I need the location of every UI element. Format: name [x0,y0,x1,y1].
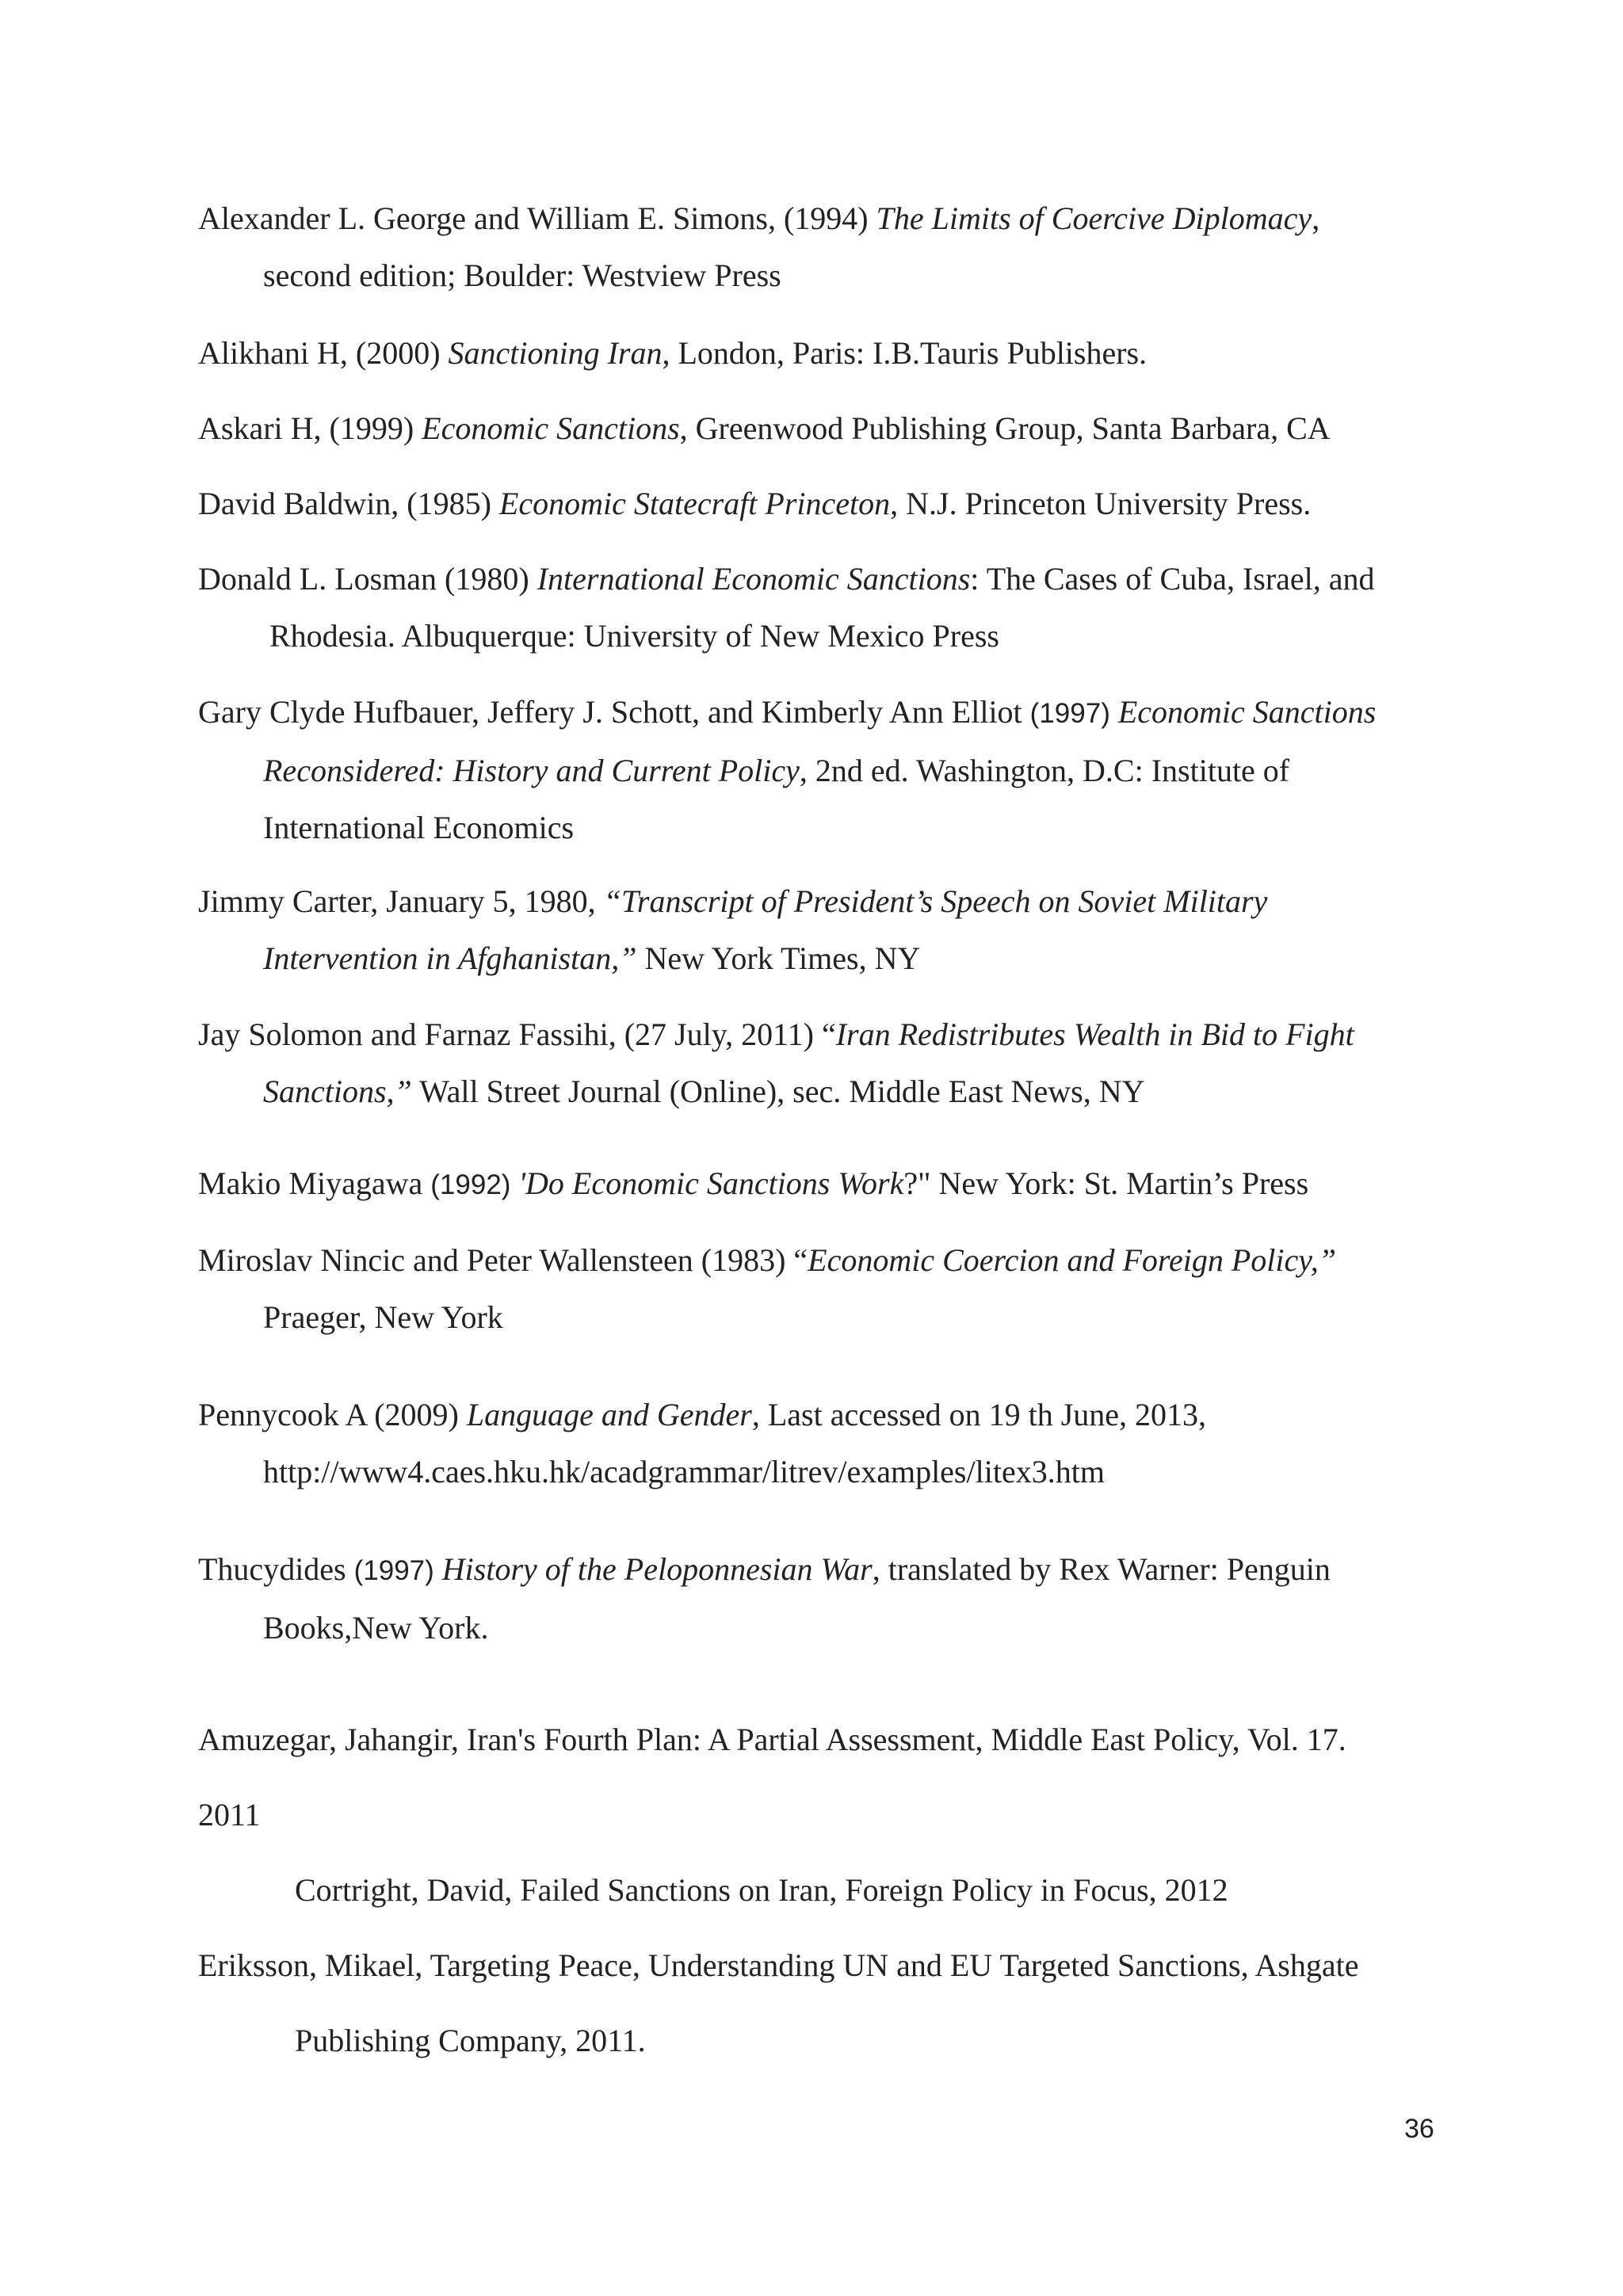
reference-url: http://www4.caes.hku.hk/acadgrammar/litrev/examples/litex3.htm [263,1454,1105,1489]
reference-baldwin: David Baldwin, (1985) Economic Statecraft Princeton, N.J. Princeton University Press. [198,486,1312,521]
reference-title: Economic Sanctions [1109,694,1377,730]
reference-amuzegar: Amuzegar, Jahangir, Iran's Fourth Plan: A Partial Assessment, Middle East Policy, Vol. 17. [198,1722,1346,1757]
reference-title: Economic Statecraft Princeton [498,486,891,521]
page-number: 36 [1404,2114,1434,2144]
reference-title: International Economic Sanctions [537,561,971,597]
reference-alikhani: Alikhani H, (2000) Sanctioning Iran, London, Paris: I.B.Tauris Publishers. [198,335,1148,371]
reference-carter: Jimmy Carter, January 5, 1980, “Transcript of President’s Speech on Soviet Military Intervention in Afghanistan,” New York Times, NY [198,883,1268,976]
reference-askari: Askari H, (1999) Economic Sanctions, Greenwood Publishing Group, Santa Barbara, CA [198,410,1331,446]
reference-nincic: Miroslav Nincic and Peter Wallensteen (1983) “Economic Coercion and Foreign Policy,” Praeger, New York [198,1242,1337,1335]
reference-title: History of the Peloponnesian War [433,1551,873,1587]
reference-thucydides: Thucydides (1997) History of the Peloponnesian War, translated by Rex Warner: Penguin Books,New York. [198,1551,1331,1646]
reference-title: “Transcript of President’s Speech on Soviet Military [603,883,1268,919]
reference-eriksson-cont: Publishing Company, 2011. [295,2023,646,2058]
reference-hufbauer: Gary Clyde Hufbauer, Jeffery J. Schott, and Kimberly Ann Elliot (1997) Economic Sanctions Reconsidered: History and Current Policy, 2nd ed. Washington, D.C: Institute of International Economics [198,694,1377,845]
reference-george: Alexander L. George and William E. Simons, (1994) The Limits of Coercive Diplomacy, second edition; Boulder: Westview Press [198,200,1320,293]
reference-amuzegar-year: 2011 [198,1797,261,1833]
reference-losman: Donald L. Losman (1980) International Economic Sanctions: The Cases of Cuba, Israel, and Rhodesia. Albuquerque: University of New Mexico Press [198,561,1375,654]
reference-title: 'Do Economic Sanctions Work [510,1165,904,1201]
reference-solomon: Jay Solomon and Farnaz Fassihi, (27 July, 2011) “Iran Redistributes Wealth in Bid to Fight Sanctions,” Wall Street Journal (Online), sec. Middle East News, NY [198,1016,1354,1109]
reference-title-cont: Intervention in Afghanistan,” [263,940,637,976]
reference-title: Economic Coercion and Foreign Policy,” [808,1242,1337,1278]
reference-title-cont: Reconsidered: History and Current Policy [263,753,800,788]
reference-title-cont: Sanctions,” [263,1074,412,1109]
reference-title: Iran Redistributes Wealth in Bid to Fight [835,1016,1354,1052]
reference-pennycook: Pennycook A (2009) Language and Gender, Last accessed on 19 th June, 2013, http://www4.caes.hku.hk/acadgrammar/litrev/examples/litex3.htm [198,1386,1434,1501]
reference-title: Language and Gender [466,1397,752,1432]
reference-title: Sanctioning Iran [448,335,663,371]
reference-title: Economic Sanctions [422,410,680,446]
reference-cortright: Cortright, David, Failed Sanctions on Iran, Foreign Policy in Focus, 2012 [295,1872,1228,1908]
reference-miyagawa: Makio Miyagawa (1992) 'Do Economic Sanctions Work?" New York: St. Martin’s Press [198,1165,1309,1201]
reference-eriksson: Eriksson, Mikael, Targeting Peace, Understanding UN and EU Targeted Sanctions, Ashgate [198,1947,1359,1983]
reference-title: The Limits of Coercive Diplomacy [876,200,1312,236]
